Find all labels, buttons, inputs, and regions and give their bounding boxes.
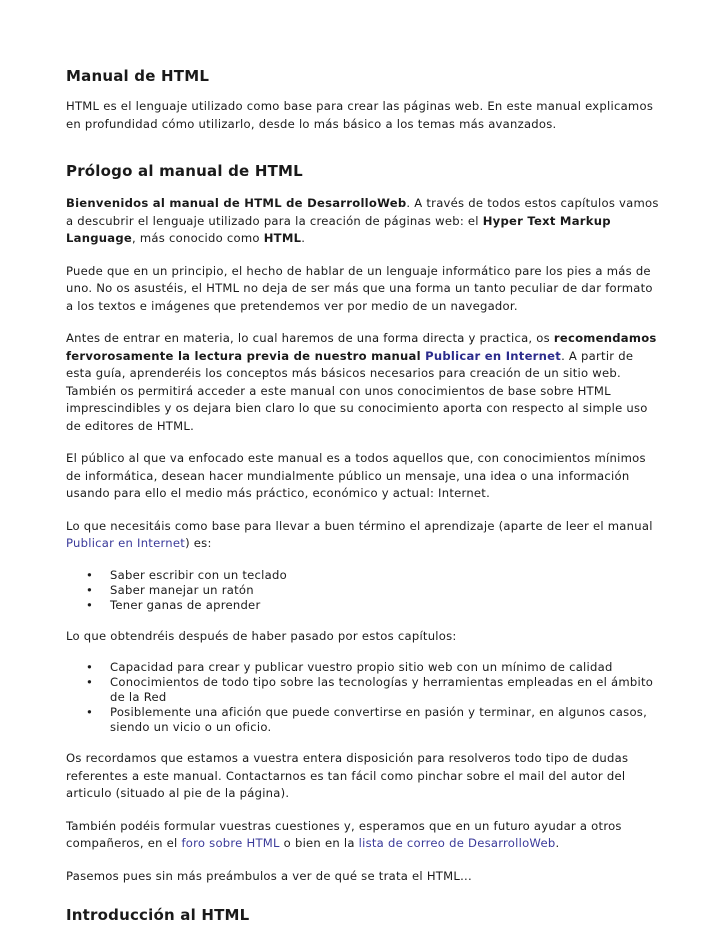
prologo-paragraph-7: Os recordamos que estamos a vuestra entera disposición para resolveros todo tipo de dudas referentes a este manual. Contactarnos es tan fácil como pinchar sobre el mail del autor del articulo (situado al pie de la página). (66, 751, 629, 800)
list-item (66, 583, 662, 598)
list-item-text: Conocimientos de todo tipo sobre las tecnologías y herramientas empleadas en el ámbito de la Red (110, 675, 654, 704)
requirements-list (66, 568, 662, 613)
intro-paragraph: HTML es el lenguaje utilizado como base para crear las páginas web. En este manual explicamos en profundidad cómo utilizarlo, desde lo más básico a los temas más avanzados. (66, 99, 654, 131)
bullet-icon: • (86, 582, 94, 597)
link-foro-html[interactable]: foro sobre HTML (181, 836, 280, 850)
bullet-icon: • (86, 660, 94, 674)
list-item-text: Saber manejar un ratón (110, 582, 254, 597)
link-publicar-en-internet-bold[interactable]: Publicar en Internet (425, 348, 562, 363)
list-item (66, 660, 662, 675)
bullet-icon: • (86, 705, 94, 719)
text: . A partir de esta guía, aprenderéis los conceptos más básicos necesarios para creación de un sitio web. También os permitirá acceder a este manual con unos conocimientos de base sobre HTML imprescindibles y os dejara bien claro lo que su conocimiento aporta con respecto al simple uso de editores de HTML. (66, 348, 648, 433)
document-page (66, 66, 662, 939)
link-publicar-en-internet[interactable]: Publicar en Internet (66, 536, 186, 550)
text: ) es: (185, 536, 212, 550)
prologo-paragraph-8 (66, 818, 662, 853)
text: o bien en la (279, 836, 359, 850)
list-item-text: Saber escribir con un teclado (110, 567, 287, 582)
link-lista-correo[interactable]: lista de correo de DesarrolloWeb (358, 836, 556, 850)
text: Antes de entrar en materia, lo cual haremos de una forma directa y practica, os (66, 331, 554, 345)
text: . (555, 836, 560, 850)
outcomes-list (66, 660, 662, 735)
bullet-icon: • (86, 597, 94, 612)
text: También podéis formular vuestras cuestiones y, esperamos que en un futuro ayudar a otros compañeros, en el (66, 818, 622, 850)
list-item-text: Capacidad para crear y publicar vuestro propio sitio web con un mínimo de calidad (110, 660, 613, 674)
list-item-text: Posiblemente una afición que puede convertirse en pasión y terminar, en algunos casos, siendo un vicio o un oficio. (110, 705, 648, 734)
section-title-introduccion: Introducción al HTML (66, 906, 250, 924)
prologo-paragraph-6: Lo que obtendréis después de haber pasado por estos capítulos: (66, 628, 457, 643)
bold-html: HTML (263, 231, 302, 245)
text: Lo que necesitáis como base para llevar a buen término el aprendizaje (aparte de leer el manual (66, 518, 653, 533)
text: , más conocido como (132, 231, 264, 245)
prologo-paragraph-2: Puede que en un principio, el hecho de hablar de un lenguaje informático pare los pies a más de uno. No os asustéis, el HTML no deja de ser más que una forma un tanto peculiar de dar formato a los textos e imágenes que pretendemos ver por medio de un navegador. (66, 263, 653, 313)
section-title-prologo: Prólogo al manual de HTML (66, 162, 303, 180)
list-item (66, 675, 662, 705)
list-item (66, 568, 662, 583)
prologo-paragraph-4: El público al que va enfocado este manual es a todos aquellos que, con conocimientos mínimos de informática, desean hacer mundialmente público un mensaje, una idea o una información usando para ello el medio más práctico, económico y actual: Internet. (66, 451, 646, 500)
document-title: Manual de HTML (66, 67, 210, 85)
prologo-paragraph-9: Pasemos pues sin más preámbulos a ver de qué se trata el HTML... (66, 868, 472, 883)
prologo-paragraph-1 (66, 195, 662, 248)
bold-recommend: recomendamos fervorosamente la lectura previa de nuestro manual (66, 331, 657, 363)
list-item (66, 705, 662, 735)
list-item (66, 598, 662, 613)
prologo-paragraph-3 (66, 330, 662, 435)
bold-welcome: Bienvenidos al manual de HTML de DesarrolloWeb (66, 196, 407, 210)
list-item-text: Tener ganas de aprender (110, 597, 261, 612)
prologo-paragraph-5 (66, 518, 662, 553)
text: . (301, 231, 306, 245)
text: . A través de todos estos capítulos vamos a descubrir el lenguaje utilizado para la creación de páginas web: el (66, 196, 659, 228)
bullet-icon: • (86, 567, 94, 582)
bold-hyper-text: Hyper Text Markup Language (66, 213, 611, 245)
bullet-icon: • (86, 675, 94, 689)
